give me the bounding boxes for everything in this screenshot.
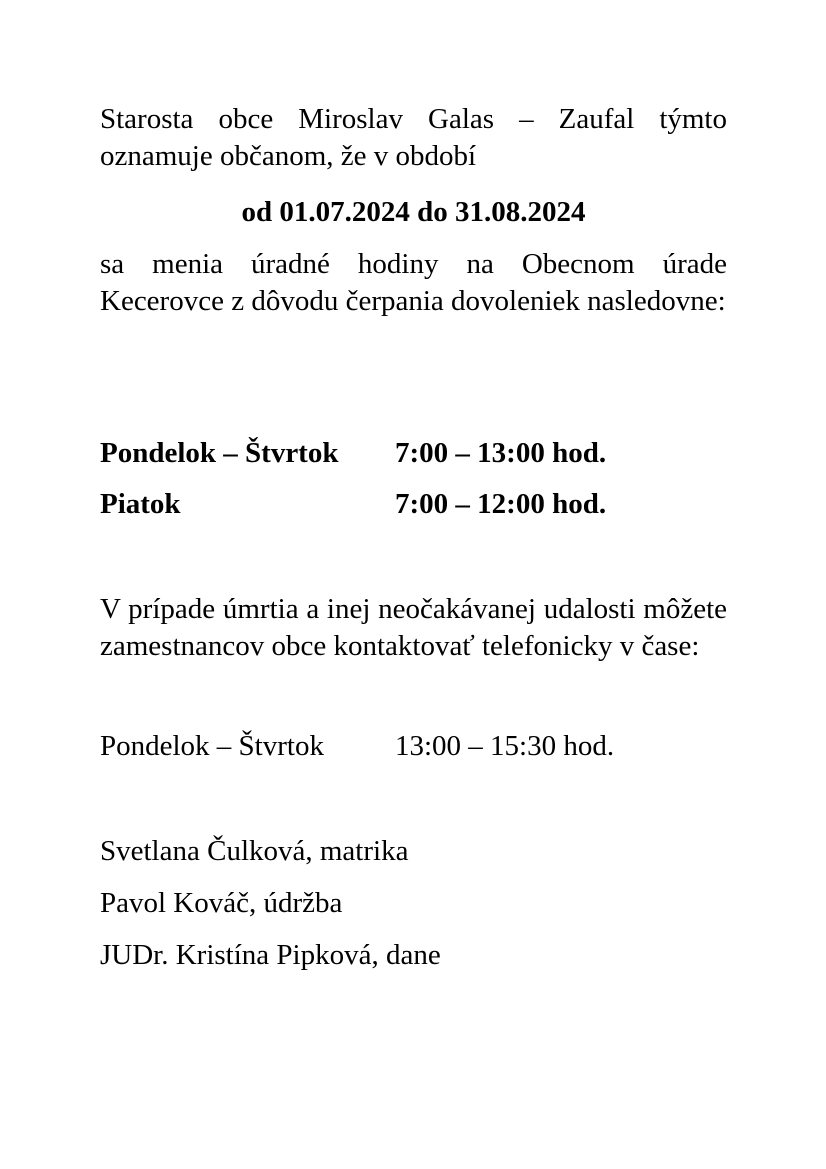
contact-item: Svetlana Čulková, matrika: [100, 835, 409, 867]
contact-item: JUDr. Kristína Pipková, dane: [100, 939, 441, 971]
office-hours-time: 7:00 – 13:00 hod.: [395, 437, 607, 469]
contact-item: Pavol Kováč, údržba: [100, 887, 343, 919]
phone-hours-time: 13:00 – 15:30 hod.: [395, 730, 615, 762]
phone-hours-day: Pondelok – Štvrtok: [100, 730, 324, 762]
intro-paragraph: Starosta obce Miroslav Galas – Zaufal týmto oznamuje občanom, že v období: [100, 103, 727, 172]
period-heading: od 01.07.2024 do 31.08.2024: [241, 196, 586, 228]
office-hours-day: Pondelok – Štvrtok: [100, 437, 339, 469]
change-paragraph: sa menia úradné hodiny na Obecnom úrade Kecerovce z dôvodu čerpania dovoleniek nasledovne:: [100, 248, 727, 317]
emergency-paragraph: V prípade úmrtia a inej neočakávanej udalosti môžete zamestnancov obce kontaktovať telefonicky v čase:: [100, 593, 727, 662]
office-hours-time: 7:00 – 12:00 hod.: [395, 488, 607, 520]
office-hours-day: Piatok: [100, 488, 181, 520]
